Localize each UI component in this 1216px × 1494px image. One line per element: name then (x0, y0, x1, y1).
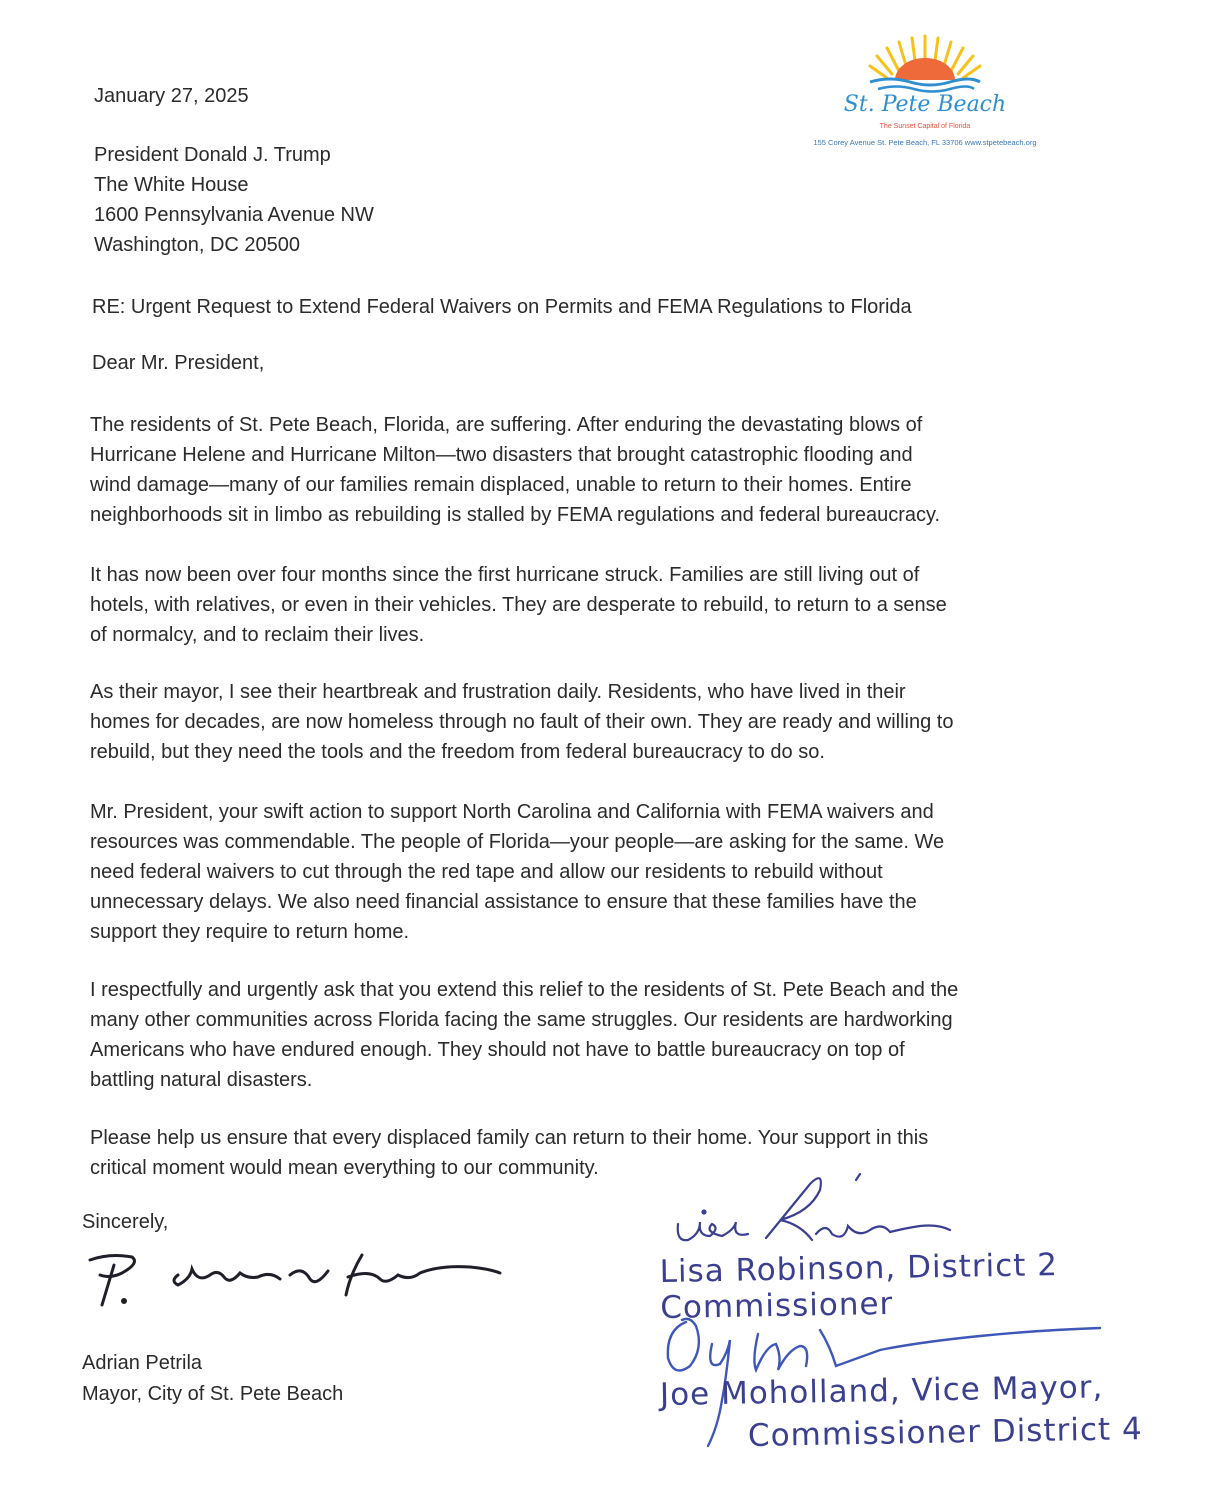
body-paragraph (90, 677, 1070, 767)
recipient-line: 1600 Pennsylvania Avenue NW (94, 204, 374, 226)
paragraph-line: It has now been over four months since the first hurricane struck. Families are still living out of (90, 564, 920, 586)
body-paragraph (90, 975, 1070, 1095)
letterhead-address: 155 Corey Avenue St. Pete Beach, FL 33706 www.stpetebeach.org (813, 138, 1037, 147)
paragraph-line: The residents of St. Pete Beach, Florida, are suffering. After enduring the devastating blows of (90, 414, 923, 436)
body-paragraph (90, 797, 1070, 947)
mayor-signature (80, 1235, 520, 1315)
paragraph-line: rebuild, but they need the tools and the freedom from federal bureaucracy to do so. (90, 741, 825, 763)
signer-name: Adrian Petrila (82, 1352, 203, 1374)
paragraph-line: resources was commendable. The people of Florida—your people—are asking for the same. We (90, 831, 945, 853)
paragraph-line: hotels, with relatives, or even in their vehicles. They are desperate to rebuild, to return to a sense (90, 594, 947, 616)
paragraph-line: Americans who have endured enough. They should not have to battle bureaucracy on top of (90, 1039, 905, 1061)
paragraph-line: As their mayor, I see their heartbreak and frustration daily. Residents, who have lived in their (90, 681, 906, 703)
salutation: Dear Mr. President, (92, 352, 265, 374)
body-paragraph (90, 410, 1070, 530)
logo-city-name: St. Pete Beach (843, 92, 1007, 117)
moholland-printed-title: Commissioner District 4 (747, 1411, 1144, 1454)
paragraph-line: battling natural disasters. (90, 1069, 313, 1091)
recipient-line: The White House (94, 174, 249, 196)
paragraph-line: need federal waivers to cut through the red tape and allow our residents to rebuild without (90, 861, 883, 883)
paragraph-line: Please help us ensure that every displaced family can return to their home. Your support in this (90, 1127, 929, 1149)
signer-title: Mayor, City of St. Pete Beach (82, 1383, 344, 1405)
recipient-line: President Donald J. Trump (94, 144, 331, 166)
sun-wave-icon (790, 30, 1060, 100)
paragraph-line: I respectfully and urgently ask that you extend this relief to the residents of St. Pete Beach and the (90, 979, 959, 1001)
moholland-printed-name: Joe Moholland, Vice Mayor, (659, 1369, 1104, 1413)
city-logo (790, 30, 1060, 160)
paragraph-line: many other communities across Florida facing the same struggles. Our residents are hardworking (90, 1009, 953, 1031)
paragraph-line: of normalcy, and to reclaim their lives. (90, 624, 425, 646)
logo-tagline: The Sunset Capital of Florida (879, 123, 971, 130)
paragraph-line: wind damage—many of our families remain displaced, unable to return to their homes. Entire (90, 474, 912, 496)
letter-date: January 27, 2025 (94, 85, 249, 107)
paragraph-line: Mr. President, your swift action to support North Carolina and California with FEMA waivers and (90, 801, 934, 823)
recipient-line: Washington, DC 20500 (94, 234, 301, 256)
recipient-address (94, 141, 374, 261)
paragraph-line: unnecessary delays. We also need financial assistance to ensure that these families have the (90, 891, 917, 913)
signature-block (82, 1348, 343, 1410)
robinson-printed-name: Lisa Robinson, District 2 Commissioner (659, 1247, 1059, 1326)
closing: Sincerely, (82, 1211, 169, 1233)
paragraph-line: neighborhoods sit in limbo as rebuilding is stalled by FEMA regulations and federal bureaucracy. (90, 504, 941, 526)
paragraph-line: Hurricane Helene and Hurricane Milton—two disasters that brought catastrophic flooding and (90, 444, 913, 466)
paragraph-line: homes for decades, are now homeless through no fault of their own. They are ready and willing to (90, 711, 954, 733)
body-paragraph (90, 560, 1070, 650)
subject-line: RE: Urgent Request to Extend Federal Waivers on Permits and FEMA Regulations to Florida (92, 296, 912, 318)
paragraph-line: critical moment would mean everything to our community. (90, 1157, 599, 1179)
paragraph-line: support they require to return home. (90, 921, 410, 943)
